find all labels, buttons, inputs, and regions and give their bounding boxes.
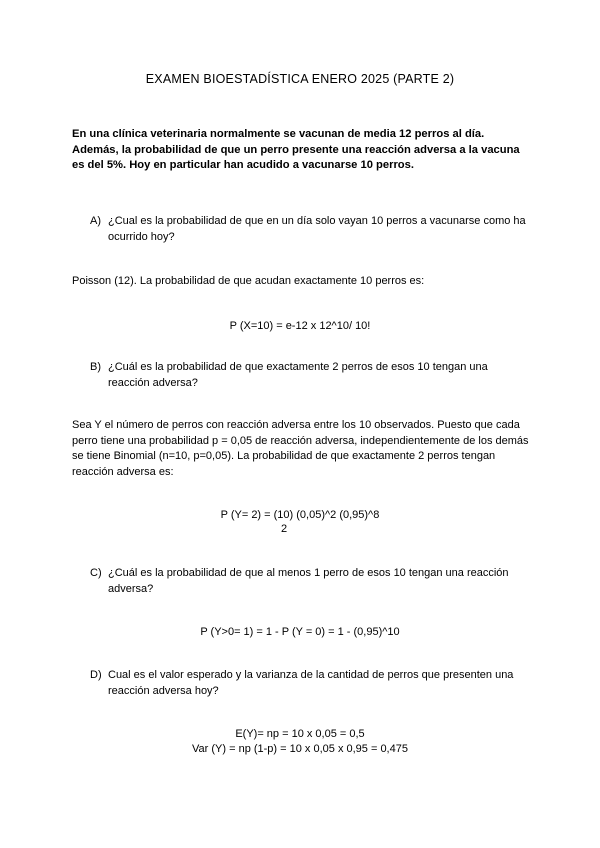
formula-d-expected: E(Y)= np = 10 x 0,05 = 0,5 bbox=[235, 728, 365, 740]
page-title: EXAMEN BIOESTADÍSTICA ENERO 2025 (PARTE 2) bbox=[145, 72, 455, 86]
formula-c: P (Y>0= 1) = 1 - P (Y = 0) = 1 - (0,95)^10 bbox=[200, 626, 400, 638]
formula-d-variance: Var (Y) = np (1-p) = 10 x 0,05 x 0,95 = 0,475 bbox=[192, 743, 408, 755]
question-c-letter: C) bbox=[90, 567, 102, 579]
answer-a-text: Poisson (12). La probabilidad de que acudan exactamente 10 perros es: bbox=[72, 275, 425, 287]
question-a-letter: A) bbox=[90, 215, 101, 227]
question-a-text: ¿Cual es la probabilidad de que en un día solo vayan 10 perros a vacunarse como ha ocurrido hoy? bbox=[108, 215, 526, 243]
formula-b: P (Y= 2) = (10) (0,05)^2 (0,95)^8 bbox=[220, 509, 380, 521]
question-c-text: ¿Cuál es la probabilidad de que al menos 1 perro de esos 10 tengan una reacción adversa? bbox=[108, 567, 509, 595]
answer-b-text: Sea Y el número de perros con reacción adversa entre los 10 observados. Puesto que cada perro tiene una probabilidad p = 0,05 de reacción adversa, independientemente de los demás se tiene Binomial (n=10, p=0,05). La probabilidad de que exactamente 2 perros tengan reacción adversa es: bbox=[72, 419, 529, 478]
problem-statement: En una clínica veterinaria normalmente se vacunan de media 12 perros al día. Además, la probabilidad de que un perro presente una reacción adversa a la vacuna es del 5%. Hoy en particular han acudido a vacunarse 10 perros. bbox=[72, 128, 520, 171]
question-d-letter: D) bbox=[90, 669, 102, 681]
question-d bbox=[90, 668, 530, 699]
formula-b-binomial-k: 2 bbox=[281, 523, 288, 535]
question-c bbox=[90, 566, 530, 597]
question-b-text: ¿Cuál es la probabilidad de que exactamente 2 perros de esos 10 tengan una reacción adversa? bbox=[108, 361, 488, 389]
question-b-letter: B) bbox=[90, 361, 101, 373]
question-a bbox=[90, 214, 530, 245]
formula-a: P (X=10) = e-12 x 12^10/ 10! bbox=[229, 320, 371, 332]
question-d-text: Cual es el valor esperado y la varianza de la cantidad de perros que presenten una reacción adversa hoy? bbox=[108, 669, 514, 697]
question-b bbox=[90, 360, 530, 391]
